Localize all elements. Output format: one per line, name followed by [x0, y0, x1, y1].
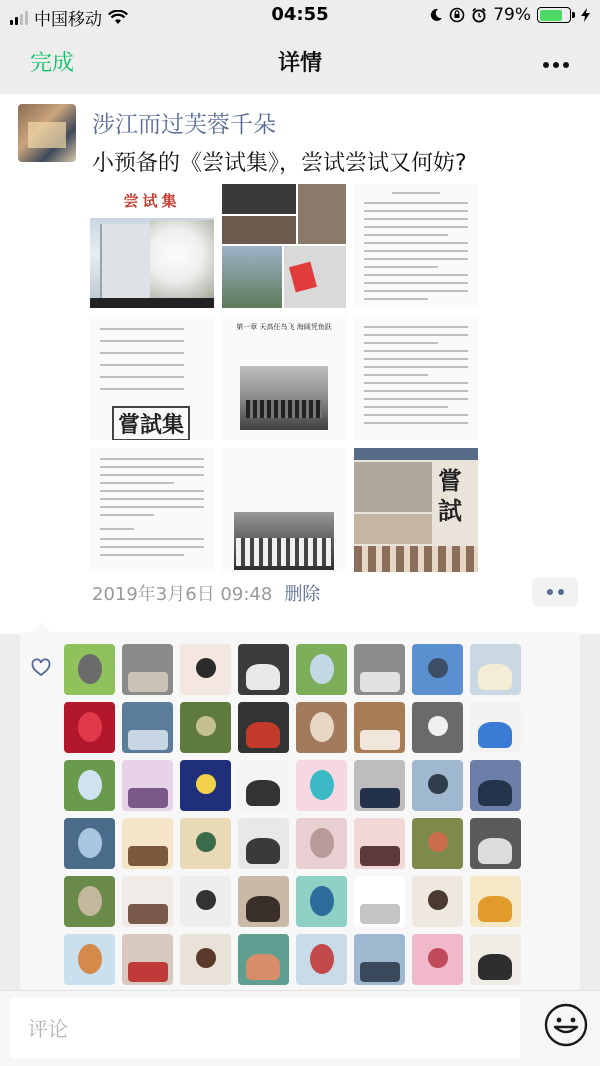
delete-button[interactable]: 删除	[284, 584, 321, 605]
liker-avatar[interactable]	[354, 876, 405, 927]
alarm-icon	[471, 7, 487, 23]
avatar-detail	[428, 890, 448, 910]
avatar-detail	[78, 944, 102, 974]
liker-avatar[interactable]	[354, 818, 405, 869]
liker-avatar[interactable]	[238, 702, 289, 753]
avatar-detail	[360, 904, 400, 924]
chapter-heading: 第一章 天高任鸟飞 海阔凭鱼跃	[236, 323, 332, 331]
liker-avatar[interactable]	[296, 876, 347, 927]
avatar-detail	[360, 788, 400, 808]
liker-avatar[interactable]	[64, 644, 115, 695]
avatar-detail	[196, 658, 216, 678]
liker-avatar[interactable]	[238, 876, 289, 927]
battery-percent: 79%	[493, 5, 531, 25]
liker-avatar[interactable]	[180, 644, 231, 695]
status-bar	[0, 0, 600, 30]
liker-avatar[interactable]	[354, 934, 405, 985]
liker-avatar-grid	[64, 644, 521, 985]
liker-avatar[interactable]	[122, 644, 173, 695]
liker-avatar[interactable]	[122, 876, 173, 927]
liker-avatar[interactable]	[122, 702, 173, 753]
more-dots-icon[interactable]	[532, 578, 578, 606]
clock: 04:55	[271, 4, 329, 25]
post-meta	[92, 580, 320, 606]
battery-fill	[540, 10, 563, 21]
avatar-detail	[196, 774, 216, 794]
avatar-detail	[478, 954, 512, 980]
battery-icon	[537, 7, 571, 23]
liker-avatar[interactable]	[296, 702, 347, 753]
likes-panel	[20, 632, 580, 992]
emoji-icon[interactable]	[544, 1003, 588, 1047]
avatar-detail	[128, 904, 168, 924]
avatar-detail	[478, 896, 512, 922]
author-avatar[interactable]	[18, 104, 76, 162]
cover-title: 尝试集	[123, 192, 181, 210]
avatar-detail	[478, 838, 512, 864]
avatar-detail	[78, 886, 102, 916]
liker-avatar[interactable]	[470, 876, 521, 927]
avatar-detail	[428, 832, 448, 852]
liker-avatar[interactable]	[180, 818, 231, 869]
comment-bar	[0, 990, 600, 1066]
text-page-photo[interactable]	[354, 184, 478, 308]
avatar-detail	[196, 832, 216, 852]
avatar-detail	[128, 672, 168, 692]
liker-avatar[interactable]	[122, 760, 173, 811]
liker-avatar[interactable]	[180, 876, 231, 927]
avatar-detail	[128, 788, 168, 808]
liker-avatar[interactable]	[64, 760, 115, 811]
liker-avatar[interactable]	[412, 876, 463, 927]
liker-avatar[interactable]	[238, 818, 289, 869]
liker-avatar[interactable]	[470, 818, 521, 869]
liker-avatar[interactable]	[470, 644, 521, 695]
avatar-detail	[246, 664, 280, 690]
liker-avatar[interactable]	[470, 934, 521, 985]
classroom-collage-photo[interactable]	[222, 184, 346, 308]
avatar-detail	[128, 846, 168, 866]
avatar-detail	[428, 948, 448, 968]
avatar-detail	[246, 954, 280, 980]
liker-avatar[interactable]	[180, 702, 231, 753]
collage-stamp: 嘗試	[438, 466, 462, 525]
avatar-detail	[478, 780, 512, 806]
class-collage-photo[interactable]	[354, 448, 478, 572]
avatar-detail	[360, 962, 400, 982]
liker-avatar[interactable]	[412, 702, 463, 753]
liker-avatar[interactable]	[64, 818, 115, 869]
avatar-detail	[360, 846, 400, 866]
post-text: 小预备的《尝试集》，尝试尝试又何妨?	[92, 151, 467, 176]
essay-page-photo[interactable]	[354, 316, 478, 440]
avatar-detail	[196, 716, 216, 736]
rotation-lock-icon	[449, 7, 465, 23]
preface-page-photo[interactable]	[90, 448, 214, 572]
avatar-detail	[78, 712, 102, 742]
avatar-detail	[428, 658, 448, 678]
avatar-detail	[310, 886, 334, 916]
liker-avatar[interactable]	[238, 934, 289, 985]
moon-icon	[429, 8, 443, 22]
done-button[interactable]: 完成	[30, 51, 75, 76]
moment-card	[0, 94, 600, 634]
liker-avatar[interactable]	[238, 644, 289, 695]
avatar-detail	[310, 654, 334, 684]
author-name[interactable]: 涉江而过芙蓉千朵	[92, 112, 276, 138]
more-icon[interactable]	[542, 50, 570, 75]
liker-avatar[interactable]	[296, 760, 347, 811]
liker-avatar[interactable]	[354, 702, 405, 753]
avatar-detail	[196, 890, 216, 910]
avatar-detail	[478, 722, 512, 748]
avatar-detail	[246, 896, 280, 922]
avatar-detail	[428, 716, 448, 736]
liker-avatar[interactable]	[180, 934, 231, 985]
liker-avatar[interactable]	[470, 760, 521, 811]
page-title: 详情	[277, 51, 322, 76]
book-cover-photo[interactable]	[90, 184, 214, 308]
liker-avatar[interactable]	[64, 934, 115, 985]
liker-avatar[interactable]	[412, 760, 463, 811]
avatar-detail	[246, 838, 280, 864]
liker-avatar[interactable]	[354, 760, 405, 811]
liker-avatar[interactable]	[354, 644, 405, 695]
liker-avatar[interactable]	[296, 818, 347, 869]
liker-avatar[interactable]	[296, 934, 347, 985]
table-of-contents-photo[interactable]	[90, 316, 214, 440]
group-photo[interactable]	[222, 448, 346, 572]
liker-avatar[interactable]	[122, 934, 173, 985]
avatar-detail	[246, 722, 280, 748]
charging-icon	[581, 8, 590, 22]
liker-avatar[interactable]	[470, 702, 521, 753]
avatar-detail	[246, 780, 280, 806]
liker-avatar[interactable]	[122, 818, 173, 869]
avatar-detail	[310, 712, 334, 742]
avatar-detail	[478, 664, 512, 690]
liker-avatar[interactable]	[412, 934, 463, 985]
post-date: 2019年3月6日 09:48	[92, 584, 273, 605]
chapter-one-photo[interactable]	[222, 316, 346, 440]
avatar-detail	[428, 774, 448, 794]
liker-avatar[interactable]	[64, 876, 115, 927]
heart-icon	[31, 658, 51, 678]
liker-avatar[interactable]	[64, 702, 115, 753]
liker-avatar[interactable]	[412, 644, 463, 695]
comment-input[interactable]: 评论	[10, 997, 520, 1059]
avatar-detail	[128, 730, 168, 750]
avatar-detail	[78, 770, 102, 800]
avatar-detail	[310, 770, 334, 800]
avatar-detail	[78, 828, 102, 858]
avatar-detail	[196, 948, 216, 968]
liker-avatar[interactable]	[412, 818, 463, 869]
liker-avatar[interactable]	[180, 760, 231, 811]
carrier-name: 中国移动	[34, 10, 102, 30]
liker-avatar[interactable]	[238, 760, 289, 811]
liker-avatar[interactable]	[296, 644, 347, 695]
avatar-detail	[310, 944, 334, 974]
avatar-detail	[78, 654, 102, 684]
avatar-detail	[310, 828, 334, 858]
avatar-detail	[360, 672, 400, 692]
photo-grid	[90, 184, 480, 572]
avatar-detail	[360, 730, 400, 750]
toc-stamp: 嘗試集	[112, 406, 190, 440]
avatar-detail	[128, 962, 168, 982]
nav-bar	[0, 30, 600, 94]
